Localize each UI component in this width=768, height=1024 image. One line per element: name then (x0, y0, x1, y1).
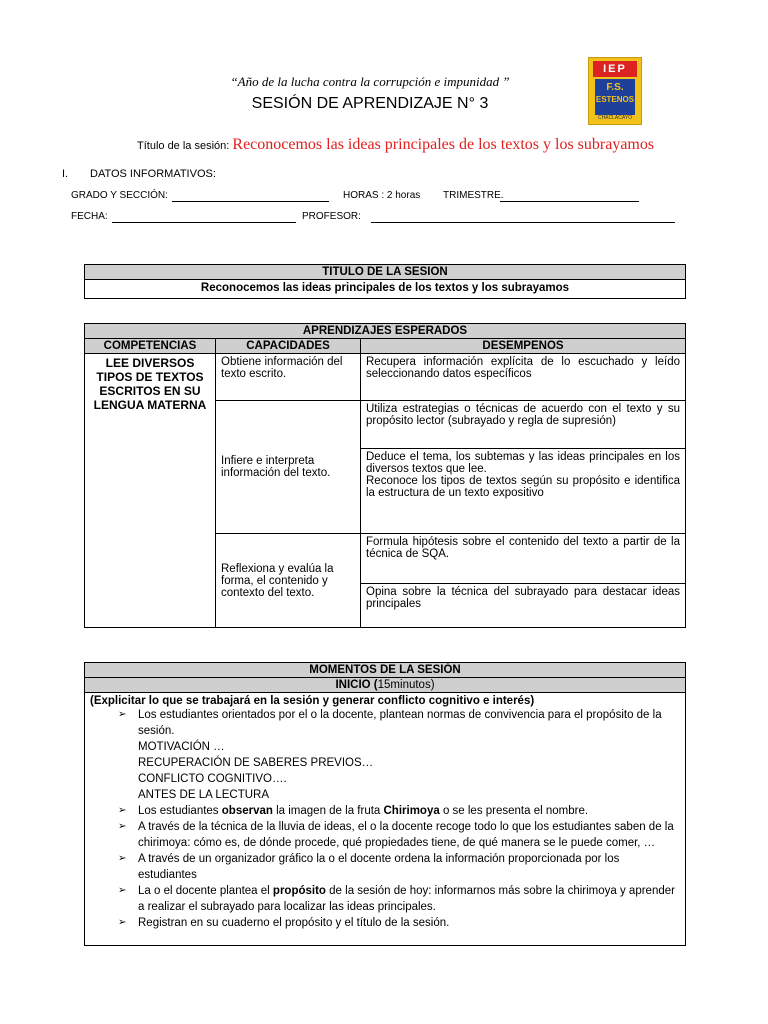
bullet-2-bold: observan (221, 805, 273, 817)
trimestre-label: TRIMESTRE. (443, 190, 504, 201)
arrow-bullet-icon: ➢ (118, 821, 127, 832)
arrow-bullet-icon: ➢ (118, 805, 127, 816)
arrow-bullet-icon: ➢ (118, 885, 127, 896)
horas-label: HORAS : 2 horas (343, 190, 421, 201)
arrow-bullet-icon: ➢ (118, 917, 127, 928)
trimestre-line (500, 200, 639, 202)
aprendizajes-header: APRENDIZAJES ESPERADOS (85, 324, 686, 339)
fecha-label: FECHA: (71, 211, 108, 222)
inicio-content (85, 693, 686, 946)
aprendizajes-table (84, 323, 686, 628)
school-logo (588, 57, 642, 125)
logo-city: CHACLACAYO (597, 115, 633, 121)
desempeno-1: Recupera información explícita de lo escuchado y leído seleccionando datos específicos (361, 354, 686, 401)
capacidad-1: Obtiene información del texto escrito. (216, 354, 361, 401)
col-desempenos: DESEMPENOS (361, 339, 686, 354)
bullet-4-text: A través de un organizador gráfico la o el docente ordena la información proporcionada por los estudiantes (138, 853, 620, 881)
datos-heading-text: DATOS INFORMATIVOS: (90, 168, 216, 180)
section-numeral: I. (62, 168, 69, 180)
momentos-header: MOMENTOS DE LA SESIÓN (85, 663, 686, 678)
profesor-label: PROFESOR: (302, 211, 361, 222)
logo-shield (595, 79, 635, 115)
inicio-duration: 15minutos) (377, 679, 435, 691)
session-title-label: Título de la sesión: (137, 140, 230, 152)
bullet-6-text: Registran en su cuaderno el propósito y el título de la sesión. (138, 917, 450, 929)
logo-iep-text: IEP (593, 61, 637, 77)
col-capacidades: CAPACIDADES (216, 339, 361, 354)
desempeno-3a: Deduce el tema, los subtemas y las ideas principales en los diversos textos que lee. (366, 451, 680, 475)
titulo-table (84, 264, 686, 299)
logo-line1: F.S. (606, 82, 624, 93)
col-competencias: COMPETENCIAS (85, 339, 216, 354)
bullet-5-post: de la sesión de hoy: informarnos más sobre la chirimoya y aprender a realizar el subrayado para localizar las ideas principales. (138, 885, 675, 913)
titulo-table-value: Reconocemos las ideas principales de los textos y los subrayamos (85, 280, 686, 299)
grado-label: GRADO Y SECCIÓN: (71, 190, 168, 201)
session-title-line (137, 136, 654, 154)
profesor-line (371, 221, 675, 223)
desempeno-3 (361, 449, 686, 534)
inicio-list (90, 707, 680, 931)
inicio-label: INICIO ( (335, 679, 378, 691)
titulo-table-header: TITULO DE LA SESION (85, 265, 686, 280)
bullet-2-post: o se les presenta el nombre. (439, 805, 589, 817)
list-item (118, 883, 680, 915)
desempeno-4: Formula hipótesis sobre el contenido del texto a partir de la técnica de SQA. (361, 534, 686, 584)
year-motto: “Año de la lucha contra la corrupción e impunidad ” (230, 74, 510, 89)
list-item (118, 915, 680, 931)
bullet-1-text: Los estudiantes orientados por el o la docente, plantean normas de convivencia para el propósito de la sesión. (138, 709, 662, 737)
bullet-3-text: A través de la técnica de la lluvia de ideas, el o la docente recoge todo lo que los estudiantes saben de la chirimoya: cómo es, de dónde procede, qué propiedades tiene, de qué manera se le puede comer, … (138, 821, 674, 849)
motivacion-item: MOTIVACIÓN … (138, 741, 225, 753)
bullet-2-bold2: Chirimoya (383, 805, 440, 817)
list-item (118, 819, 680, 851)
bullet-2-pre: Los estudiantes (138, 805, 222, 817)
desempeno-2: Utiliza estrategias o técnicas de acuerdo con el texto y su propósito lector (subrayado y regla de supresión) (361, 401, 686, 449)
list-item (118, 851, 680, 883)
competencia-cell: LEE DIVERSOS TIPOS DE TEXTOS ESCRITOS EN SU LENGUA MATERNA (85, 354, 216, 628)
capacidad-2: Infiere e interpreta información del texto. (216, 401, 361, 534)
list-item (118, 803, 680, 819)
antes-lectura-item: ANTES DE LA LECTURA (138, 789, 270, 801)
conflicto-cognitivo-item: CONFLICTO COGNITIVO…. (138, 773, 287, 785)
bullet-5-bold: propósito (272, 885, 326, 897)
fecha-line (112, 221, 296, 223)
session-title-value: Reconocemos las ideas principales de los textos y los subrayamos (232, 136, 655, 153)
bullet-2-mid: la imagen de la fruta (272, 805, 384, 817)
arrow-bullet-icon: ➢ (118, 853, 127, 864)
bullet-5-pre: La o el docente plantea el (138, 885, 273, 897)
document-title: SESIÓN DE APRENDIZAJE N° 3 (251, 95, 489, 112)
desempeno-3b: Reconoce los tipos de textos según su propósito e identifica la estructura de un texto expositivo (366, 475, 680, 499)
capacidad-3: Reflexiona y evalúa la forma, el contenido y contexto del texto. (216, 534, 361, 628)
list-item (118, 707, 680, 803)
grado-line (172, 200, 329, 202)
saberes-previos-item: RECUPERACIÓN DE SABERES PREVIOS… (138, 757, 374, 769)
logo-line2: ESTENOS (595, 95, 635, 104)
momentos-table (84, 662, 686, 946)
inicio-header (85, 678, 686, 693)
desempeno-5: Opina sobre la técnica del subrayado para destacar ideas principales (361, 584, 686, 628)
arrow-bullet-icon: ➢ (118, 709, 127, 720)
inicio-lead: (Explicitar lo que se trabajará en la sesión y generar conflicto cognitivo e interés) (90, 695, 535, 707)
datos-heading (62, 168, 216, 180)
